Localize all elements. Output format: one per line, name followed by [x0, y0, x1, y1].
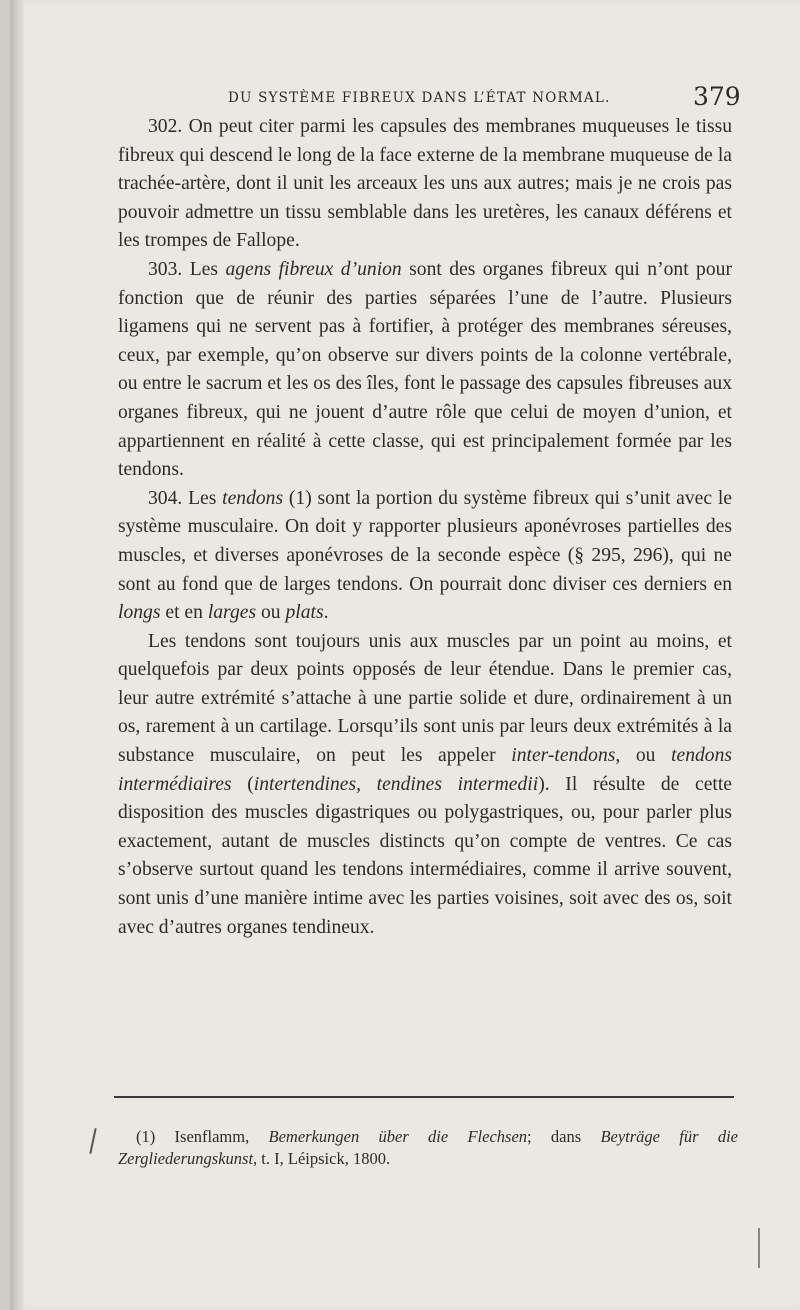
term-latin-intertendines: intertendines, tendines intermedii	[253, 773, 539, 795]
paragraph-tendons-text: Les tendons sont toujours unis aux muscles par un point au moins, et quelquefois par deux points opposés de leur étendue. Dans le premier cas, leur autre extrémité s’attache à une partie solide et dure, ordinairement à un os, rarement à un cartilage. Lorsqu’ils sont unis par leurs deux extrémités à la substance musculaire, on peut les appeler	[118, 630, 732, 767]
paragraph-302-text: 302. On peut citer parmi les capsules des membranes muqueuses le tissu fibreux qui descend le long de la face externe de la membrane muqueuse de la trachée-artère, dont il unit les arceaux les uns aux autres; mais je ne crois pas pouvoir admettre un tissu semblable dans les uretères, les canaux déférens et les trompes de Fallope.	[118, 116, 732, 252]
paragraph-tendons-text-3: (	[231, 773, 254, 795]
footnote-text-3: , t. I, Léipsick, 1800.	[253, 1149, 391, 1168]
page-number: 379	[693, 82, 741, 111]
term-agens-fibreux: agens fibreux d’union	[225, 258, 402, 280]
term-plats: plats	[285, 602, 324, 624]
term-larges: larges	[207, 602, 257, 624]
margin-mark	[89, 1128, 96, 1154]
paragraph-tendons-text-2: , ou	[615, 745, 672, 767]
footnote-text-2: ; dans	[527, 1127, 601, 1146]
paragraph-304-text-2: (1) sont la portion du système fibreux qui s’unit avec le système musculaire. On doit y rapporter plusieurs aponévroses partielles des muscles, et diverses aponévroses de la seconde espèce (§ 295, 296), qui ne sont au fond que de larges tendons. On pourrait donc diviser ces derniers en	[118, 487, 732, 595]
margin-mark-right	[758, 1228, 760, 1268]
footnote-work-title: Bemerkungen über die Flechsen	[268, 1127, 528, 1146]
paragraph-303-text: 303. Les	[148, 258, 226, 280]
footnote-collection-title: Beyträge für die Zergliederungskunst	[118, 1127, 738, 1168]
paragraph-304-text: 304. Les	[148, 487, 223, 509]
book-page	[10, 0, 800, 1310]
body-text	[118, 113, 732, 942]
paragraph-304-text-5: .	[323, 602, 329, 624]
term-longs: longs	[118, 602, 161, 624]
term-tendons-intermediaires: tendons intermédiaires	[118, 745, 733, 795]
footnote-1	[118, 1126, 738, 1170]
running-title: DU SYSTÈME FIBREUX DANS L’ÉTAT NORMAL.	[228, 90, 611, 106]
term-tendons: tendons	[222, 487, 284, 509]
paragraph-tendons-text-4: ). Il résulte de cette disposition des muscles digastriques ou polygastriques, ou, pour parler plus exactement, autant de muscles distincts qu’on compte de ventres. Ce cas s’observe surtout quand les tendons intermédiaires, comme il arrive souvent, sont unis d’une manière intime avec les parties voisines, soit avec des os, soit avec d’autres organes tendineux.	[118, 773, 732, 938]
paragraph-304	[118, 485, 732, 628]
paragraph-303-text-2: sont des organes fibreux qui n’ont pour fonction que de réunir des parties séparées l’une de l’autre. Plusieurs ligamens qui ne servent pas à fortifier, à protéger des membranes séreuses, ceux, par exemple, qu’on observe sur divers points de la colonne vertébrale, ou entre le sacrum et les os des îles, font le passage des capsules fibreuses aux organes fibreux, qui ne jouent d’autre rôle que celui de moyen d’union, et appartiennent en réalité à cette classe, qui est principalement formée par les tendons.	[118, 258, 732, 481]
paragraph-302	[118, 113, 732, 256]
footnote-rule	[114, 1096, 734, 1098]
paragraph-tendons	[118, 628, 732, 943]
paragraph-304-text-4: ou	[256, 602, 286, 624]
page-gutter-shadow	[10, 0, 24, 1310]
paragraph-304-text-3: et en	[160, 602, 208, 624]
term-inter-tendons: inter-tendons	[511, 745, 616, 767]
paragraph-303	[118, 256, 732, 485]
footnote-text: (1) Isenflamm,	[136, 1127, 269, 1146]
footnote	[118, 1126, 738, 1170]
